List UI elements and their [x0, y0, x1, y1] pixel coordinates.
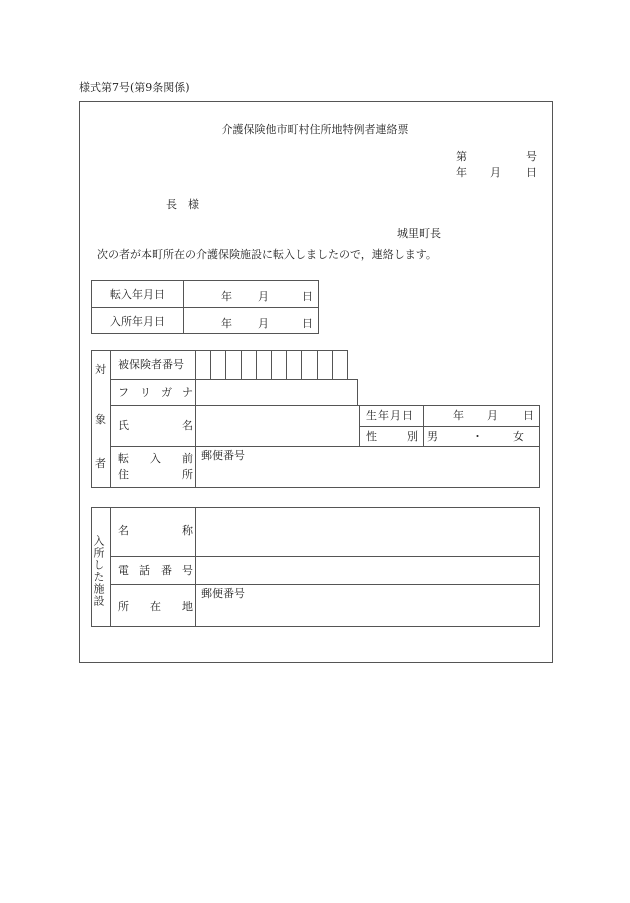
sex-dot: ・ — [472, 430, 483, 443]
prev-address-input[interactable] — [195, 446, 540, 488]
insured-number-digit-box[interactable] — [286, 350, 302, 380]
insured-number-digit-box[interactable] — [317, 350, 333, 380]
insured-number-digit-box[interactable] — [332, 350, 348, 380]
birthdate-label: 生年月日 — [366, 409, 414, 422]
facility-name-input[interactable] — [195, 507, 540, 557]
furigana-char: フ — [118, 386, 129, 399]
facility-phone-char: 号 — [182, 564, 193, 577]
sex-female[interactable]: 女 — [513, 430, 524, 443]
sender: 城里町長 — [397, 227, 441, 240]
name-char: 氏 — [118, 419, 129, 432]
prev-addr-char: 所 — [182, 468, 193, 481]
furigana-char: ナ — [182, 386, 193, 399]
prev-addr-char: 転 — [118, 452, 129, 465]
insured-number-digit-box[interactable] — [301, 350, 317, 380]
facility-phone-char: 話 — [139, 564, 150, 577]
subject-section — [91, 350, 540, 488]
insured-number-digit-box[interactable] — [225, 350, 241, 380]
birth-month: 月 — [487, 409, 498, 422]
facility-address-char: 所 — [118, 600, 129, 613]
insured-number-digit-box[interactable] — [195, 350, 211, 380]
admission-date-value — [184, 308, 319, 334]
facility-postal-label: 郵便番号 — [201, 587, 245, 600]
name-char: 名 — [182, 419, 193, 432]
facility-name-char: 称 — [182, 524, 193, 537]
facility-side-label: 入所した施設 — [92, 535, 105, 607]
sex-char: 別 — [407, 430, 418, 443]
birth-day: 日 — [523, 409, 534, 422]
sex-male[interactable]: 男 — [427, 430, 438, 443]
furigana-char: リ — [140, 386, 151, 399]
facility-section — [91, 507, 540, 627]
number-go: 号 — [526, 150, 537, 163]
insured-number-digit-box[interactable] — [241, 350, 257, 380]
insured-number-digit-box[interactable] — [256, 350, 272, 380]
furigana-char: ガ — [161, 386, 172, 399]
prev-addr-char: 前 — [182, 452, 193, 465]
subject-side-char: 者 — [95, 457, 106, 470]
name-input[interactable] — [195, 405, 360, 447]
date-month: 月 — [490, 166, 501, 179]
insured-number-digit-box[interactable] — [210, 350, 226, 380]
facility-address-char: 在 — [150, 600, 161, 613]
facility-address-char: 地 — [182, 600, 193, 613]
admission-date-label: 入所年月日 — [92, 308, 184, 334]
insured-number-label: 被保険者番号 — [118, 358, 184, 371]
prev-addr-char: 入 — [150, 452, 161, 465]
prev-address-postal-label: 郵便番号 — [201, 449, 245, 462]
facility-phone-input[interactable] — [195, 556, 540, 585]
admission-month: 月 — [258, 317, 269, 330]
moving-in-date-value — [184, 281, 319, 308]
facility-phone-char: 番 — [161, 564, 172, 577]
facility-address-input[interactable] — [195, 584, 540, 627]
prev-addr-char: 住 — [118, 468, 129, 481]
facility-name-char: 名 — [118, 524, 129, 537]
form-number-label: 様式第7号(第9条関係) — [79, 81, 190, 94]
insured-number-digit-box[interactable] — [271, 350, 287, 380]
furigana-input[interactable] — [195, 379, 358, 406]
moving-in-day: 日 — [302, 290, 313, 303]
facility-phone-char: 電 — [118, 564, 129, 577]
number-dai: 第 — [456, 150, 467, 163]
form-title: 介護保険他市町村住所地特例者連絡票 — [221, 123, 409, 136]
admission-year: 年 — [221, 317, 232, 330]
sex-char: 性 — [366, 430, 377, 443]
dates-table — [91, 280, 319, 334]
intro-text: 次の者が本町所在の介護保険施設に転入しましたので，連絡します。 — [97, 248, 437, 261]
subject-side-char: 象 — [95, 413, 106, 426]
birth-year: 年 — [453, 409, 464, 422]
date-day: 日 — [526, 166, 537, 179]
moving-in-date-label: 転入年月日 — [92, 281, 184, 308]
moving-in-year: 年 — [221, 290, 232, 303]
date-year: 年 — [456, 166, 467, 179]
moving-in-month: 月 — [258, 290, 269, 303]
subject-side-char: 対 — [95, 363, 106, 376]
admission-day: 日 — [302, 317, 313, 330]
addressee: 長 様 — [166, 198, 199, 211]
